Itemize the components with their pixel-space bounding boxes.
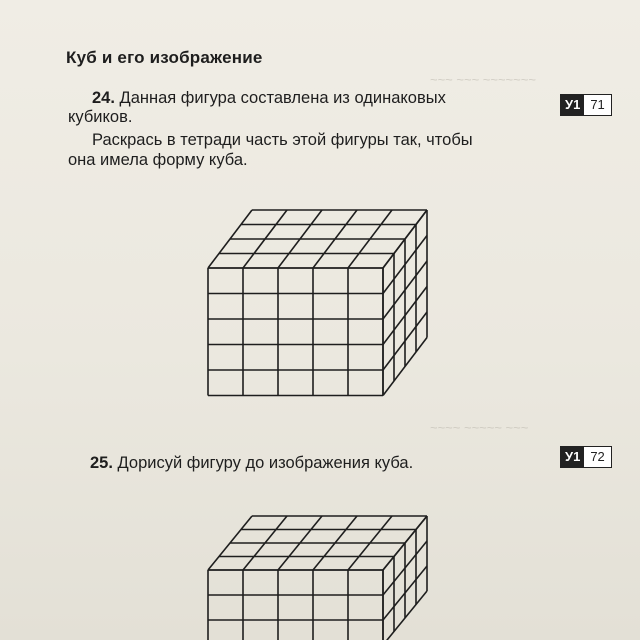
badge-page-number: 72 (584, 447, 610, 467)
task-24-line-2: кубиков. (68, 108, 133, 126)
task-24-line-4: она имела форму куба. (68, 151, 248, 169)
task-24-line-3: Раскрась в тетради часть этой фигуры так, чтобы (92, 131, 473, 149)
task-24-text-1: Данная фигура составлена из одинаковых (119, 89, 446, 107)
section-title: Куб и его изображение (66, 48, 263, 67)
task-25-text: Дорисуй фигуру до изображения куба. (117, 454, 414, 472)
badge-page-number: 71 (584, 95, 610, 115)
bleed-through-text: ~~~~ ~~~~~ ~~~ (430, 420, 529, 435)
task-24-number: 24. (92, 89, 115, 107)
badge-level: У1 (561, 447, 584, 467)
task-25-number: 25. (90, 454, 113, 472)
bleed-through-text: ~~~ ~~~ ~~~~~~~ (430, 72, 536, 87)
badge-level: У1 (561, 95, 584, 115)
